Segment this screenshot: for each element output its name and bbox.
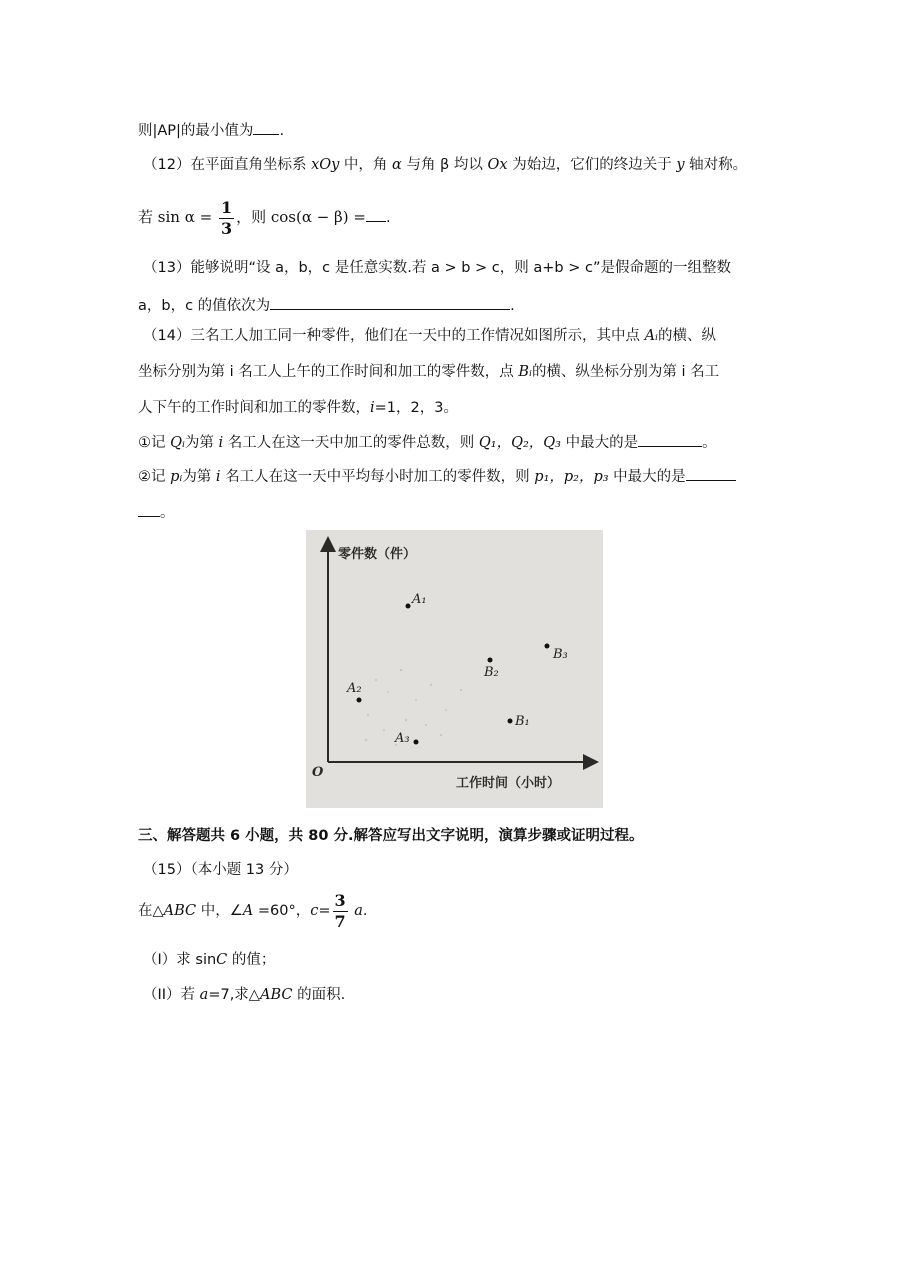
point-a1 xyxy=(406,592,427,609)
math-text: Q₁，Q₂，Q₃ xyxy=(478,435,561,451)
question-15-statement xyxy=(138,890,368,936)
fraction-denominator: 3 xyxy=(220,218,233,238)
question-12-line2 xyxy=(138,196,391,240)
math-text: C xyxy=(216,952,228,968)
answer-blank xyxy=(638,432,702,447)
point-a2-dot xyxy=(357,698,362,703)
math-text: 若 sin α = xyxy=(138,208,217,226)
answer-blank xyxy=(270,295,510,310)
background-speckle xyxy=(365,669,462,746)
point-b3-dot xyxy=(545,644,550,649)
math-text: i xyxy=(218,435,224,451)
point-b2-label: B₂ xyxy=(484,665,499,680)
text: （I）求 sin xyxy=(143,952,217,968)
question-13-line1 xyxy=(143,258,731,278)
math-text: a xyxy=(199,987,209,1003)
text: 三、解答题共 6 小题，共 80 分.解答应写出文字说明，演算步骤或证明过程。 xyxy=(138,828,644,844)
text: 的面积. xyxy=(292,987,346,1003)
text: 的横、纵坐标分别为第 i 名工 xyxy=(531,364,720,380)
section-3-heading xyxy=(138,826,643,846)
question-12-line1 xyxy=(143,155,747,175)
text: （II）若 xyxy=(143,987,200,1003)
work-scatter-figure xyxy=(306,530,603,808)
math-text: a xyxy=(354,903,363,919)
question-14-part2-cont xyxy=(138,502,175,523)
text: 则|AP|的最小值为 xyxy=(138,123,254,139)
origin-label: O xyxy=(312,765,324,780)
text: . xyxy=(510,298,515,314)
point-a2 xyxy=(346,681,362,703)
text: 中，角 xyxy=(339,157,393,173)
math-text: Qᵢ xyxy=(170,435,185,451)
text: （15）（本小题 13 分） xyxy=(143,862,298,878)
fraction xyxy=(219,198,234,239)
point-b3 xyxy=(545,644,568,663)
text: = xyxy=(318,903,331,919)
figure-svg xyxy=(306,530,603,808)
point-a1-label: A₁ xyxy=(412,592,427,607)
text: 中最大的是 xyxy=(608,469,686,485)
question-14-part1 xyxy=(138,432,717,453)
answer-blank xyxy=(253,120,279,135)
math-text: pᵢ xyxy=(170,469,183,485)
text: 名工人在这一天中加工的零件总数，则 xyxy=(223,435,479,451)
text: （12）在平面直角坐标系 xyxy=(143,157,312,173)
text: . xyxy=(362,903,368,919)
text: =1，2，3。 xyxy=(374,400,458,416)
point-b2 xyxy=(483,658,499,681)
math-text: xOy xyxy=(311,157,340,173)
text: ①记 xyxy=(138,435,171,451)
text: （13）能够说明“设 a，b，c 是任意实数.若 a > b > c，则 a+b > c”是假命题的一组整数 xyxy=(143,260,731,276)
math-text: Ox xyxy=(487,157,508,173)
text: 为第 xyxy=(182,469,216,485)
text: =7,求△ xyxy=(208,987,260,1003)
fraction-numerator: 1 xyxy=(220,197,233,217)
point-b2-dot xyxy=(488,658,493,663)
text: . xyxy=(279,123,285,139)
text: ②记 xyxy=(138,469,171,485)
math-text: i xyxy=(215,469,221,485)
math-text: ABC xyxy=(163,903,197,919)
point-b1 xyxy=(508,714,530,729)
text: 轴对称。 xyxy=(684,157,748,173)
text: 与角 β 均以 xyxy=(401,157,488,173)
text: 。 xyxy=(160,505,175,521)
point-a2-label: A₂ xyxy=(347,681,362,696)
text: a，b，c 的值依次为 xyxy=(138,298,271,314)
math-text: Aᵢ xyxy=(644,328,658,344)
text: 的横、纵 xyxy=(657,328,716,344)
question-13-line2 xyxy=(138,295,515,316)
text: 人下午的工作时间和加工的零件数， xyxy=(138,400,370,416)
fraction xyxy=(333,891,348,932)
point-b1-label: B₁ xyxy=(515,714,530,729)
point-a3 xyxy=(394,731,419,746)
point-b3-label: B₃ xyxy=(553,647,568,662)
math-text: c xyxy=(310,903,319,919)
question-15-part-i xyxy=(143,950,275,970)
text: 在△ xyxy=(138,903,164,919)
math-text: Bᵢ xyxy=(518,364,532,380)
answer-blank xyxy=(366,207,386,222)
text: 中，∠ xyxy=(196,903,243,919)
question-15-part-ii xyxy=(143,985,345,1005)
y-axis-label: 零件数（件） xyxy=(338,547,417,562)
text: 的值； xyxy=(227,952,276,968)
text: 为始边，它们的终边关于 xyxy=(507,157,677,173)
text: 坐标分别为第 i 名工人上午的工作时间和加工的零件数，点 xyxy=(138,364,519,380)
fraction-denominator: 7 xyxy=(334,911,346,931)
math-text: i xyxy=(370,400,375,416)
math-text: ，则 cos(α − β) = xyxy=(236,208,366,226)
math-text: p₁，p₂，p₃ xyxy=(534,469,609,485)
text: 中最大的是 xyxy=(561,435,639,451)
text: . xyxy=(385,210,391,226)
point-a3-dot xyxy=(414,740,419,745)
question-14-line2 xyxy=(138,362,719,382)
math-text: A xyxy=(242,903,254,919)
question-14-line1 xyxy=(143,326,716,346)
x-axis-label: 工作时间（小时） xyxy=(456,776,561,791)
question-14-part2 xyxy=(138,466,736,487)
text: 名工人在这一天中平均每小时加工的零件数，则 xyxy=(220,469,535,485)
text: （14）三名工人加工同一种零件，他们在一天中的工作情况如图所示，其中点 xyxy=(143,328,645,344)
point-a3-label: A₃ xyxy=(395,731,410,746)
fraction-numerator: 3 xyxy=(334,890,346,910)
answer-blank xyxy=(686,466,736,481)
math-text: α xyxy=(392,157,402,173)
math-text: y xyxy=(676,157,685,173)
text: 为第 xyxy=(184,435,219,451)
text: 。 xyxy=(702,435,717,451)
question-14-line3 xyxy=(138,398,458,418)
line-ap-min xyxy=(138,120,284,141)
math-text: ABC xyxy=(259,987,293,1003)
answer-blank xyxy=(138,502,160,517)
point-b1-dot xyxy=(508,719,513,724)
text: =60°， xyxy=(253,903,311,919)
question-15-heading xyxy=(143,860,298,880)
point-a1-dot xyxy=(406,604,411,609)
